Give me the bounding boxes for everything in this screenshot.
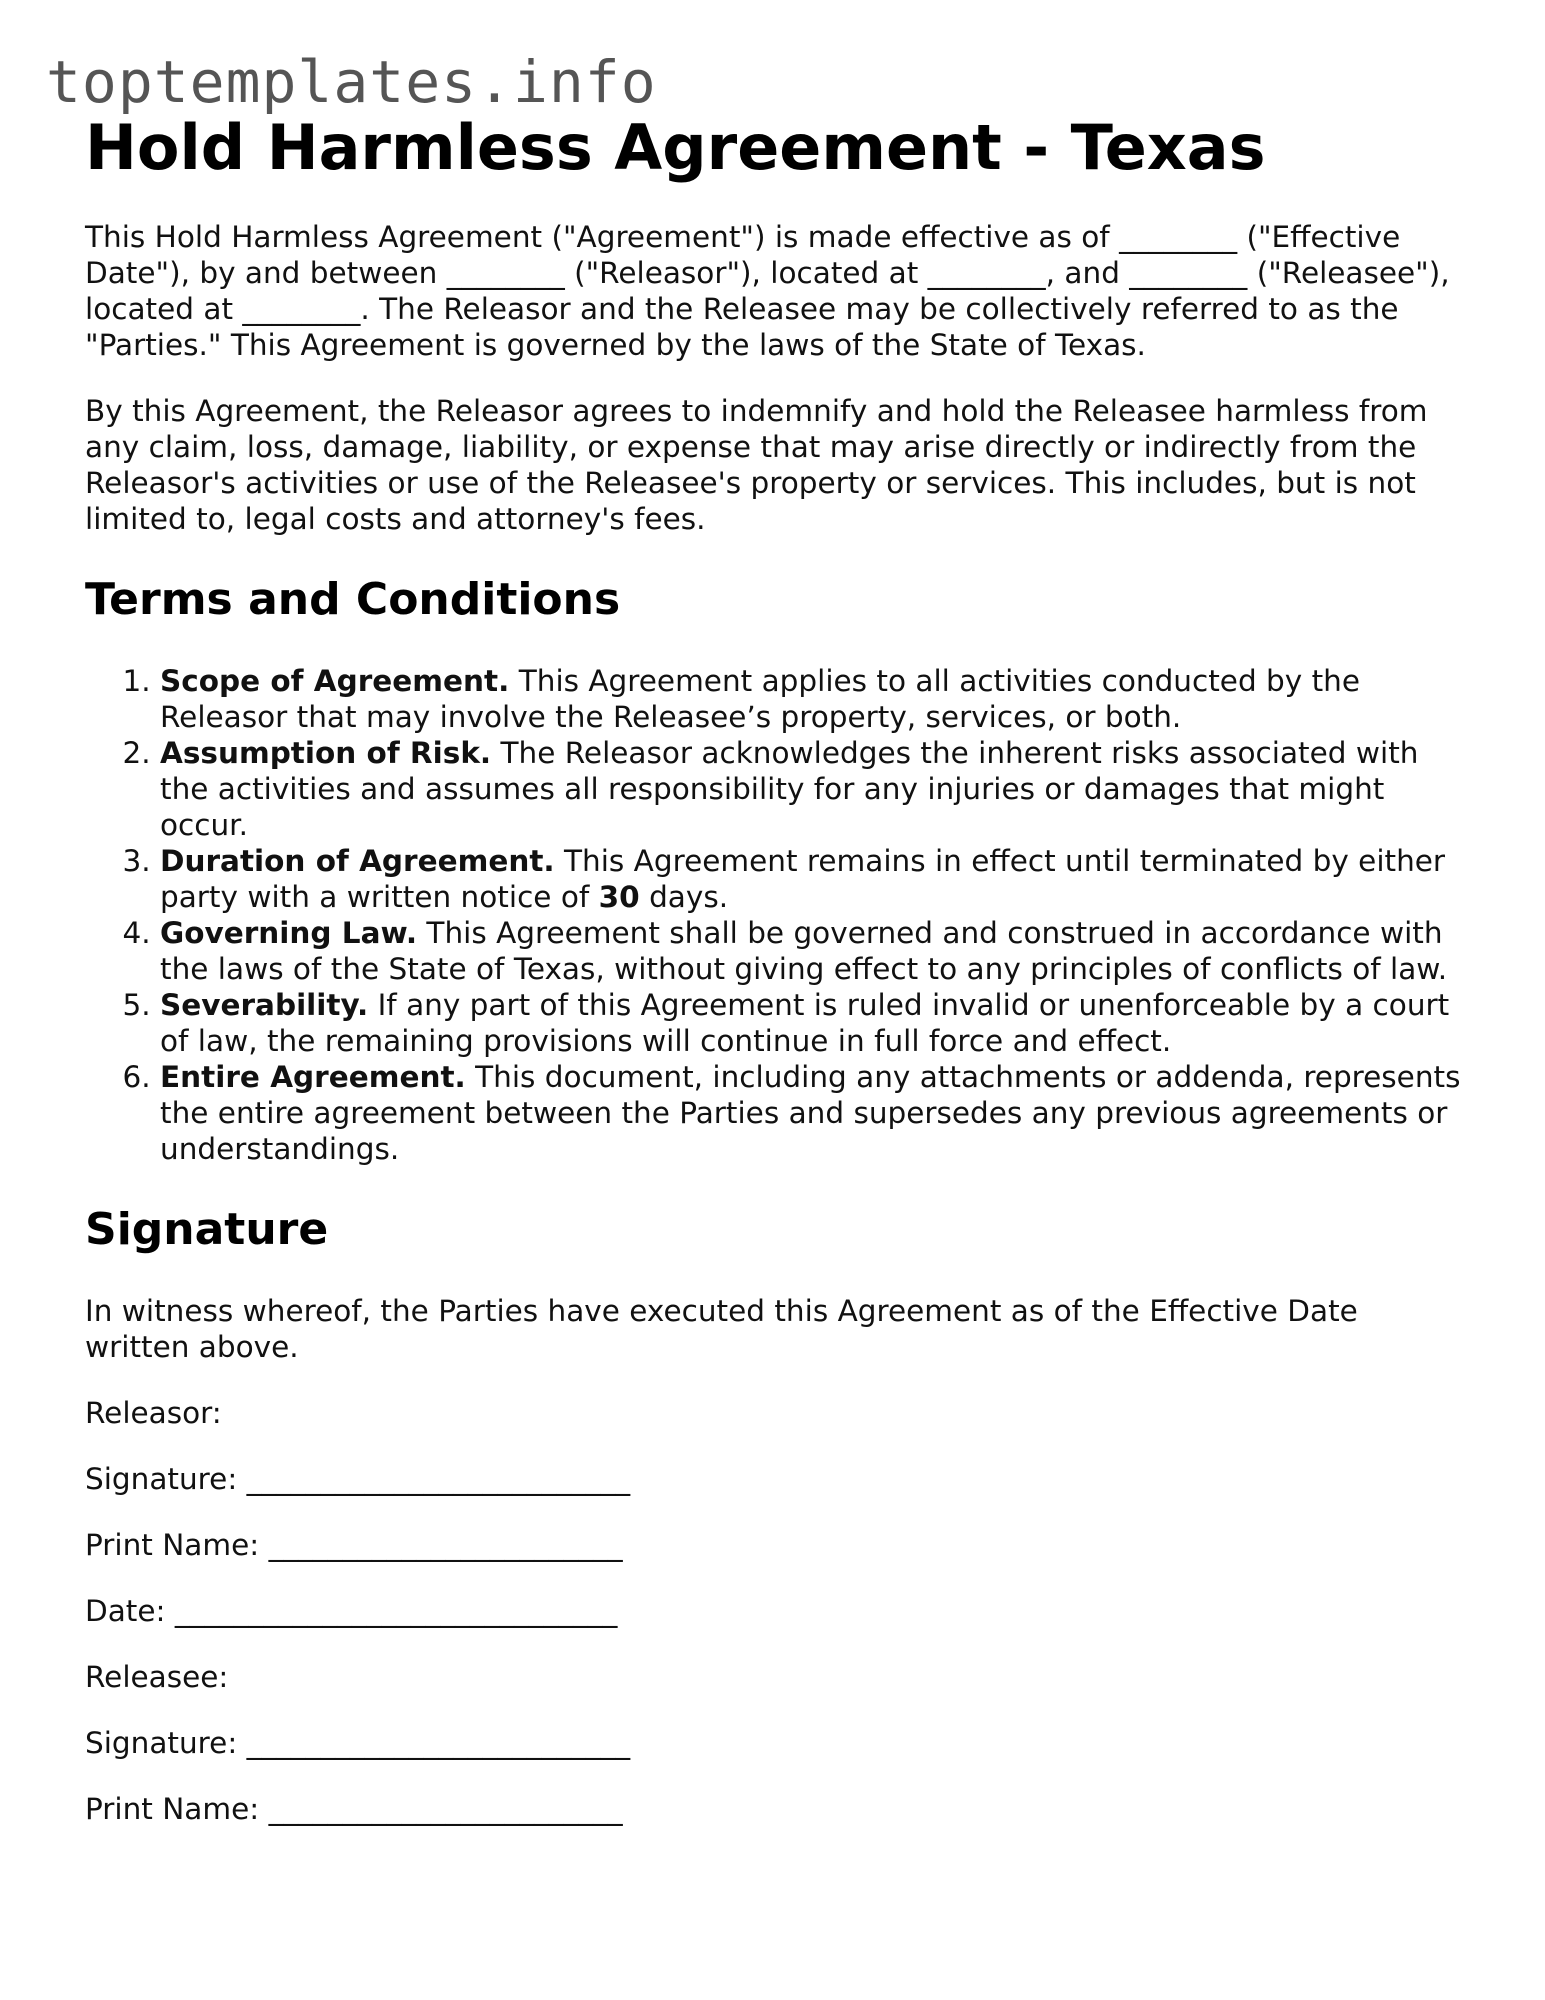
- witness-statement: In witness whereof, the Parties have executed this Agreement as of the Effective Date written above.: [85, 1294, 1358, 1364]
- releasor-print-name-line[interactable]: Print Name: ________________________: [85, 1528, 623, 1562]
- term-item-entire-agreement: [160, 1059, 1465, 1167]
- term-text: The Releasor acknowledges the inherent risks associated with the activities and assumes all responsibility for any injuries or damages that might occur.: [160, 736, 1419, 842]
- term-text: If any part of this Agreement is ruled invalid or unenforceable by a court of law, the remaining provisions will continue in full force and effect.: [160, 988, 1450, 1058]
- term-title: Governing Law.: [160, 916, 418, 950]
- term-item-assumption-of-risk: [160, 735, 1465, 843]
- term-title: Scope of Agreement.: [160, 664, 510, 698]
- document-title: Hold Harmless Agreement - Texas: [85, 111, 1266, 184]
- term-text-after: days.: [639, 880, 729, 914]
- term-text: This Agreement applies to all activities conducted by the Releasor that may involve the Releasee’s property, services, or both.: [160, 664, 1361, 734]
- term-item-scope: [160, 663, 1465, 735]
- term-text: This Agreement shall be governed and construed in accordance with the laws of the State of Texas, without giving effect to any principles of conflicts of law.: [160, 916, 1448, 986]
- term-title: Assumption of Risk.: [160, 736, 492, 770]
- releasor-date-line[interactable]: Date: ______________________________: [85, 1594, 618, 1628]
- releasor-signature-line[interactable]: Signature: __________________________: [85, 1462, 631, 1496]
- term-title: Severability.: [160, 988, 369, 1022]
- releasee-print-name-line[interactable]: Print Name: ________________________: [85, 1792, 623, 1826]
- terms-list: [85, 663, 1465, 1167]
- intro-paragraph-1: This Hold Harmless Agreement ("Agreement") is made effective as of ________ ("Effective Date"), by and between ________ ("Releasor"), located at ________, and ________ ("Releasee"), located at ________. The Releasor and the Releasee may be collectively referred to as the "Parties." This Agreement is governed by the laws of the State of Texas.: [85, 220, 1450, 362]
- intro-paragraph-2: By this Agreement, the Releasor agrees to indemnify and hold the Releasee harmless from any claim, loss, damage, liability, or expense that may arise directly or indirectly from the Releasor's activities or use of the Releasee's property or services. This includes, but is not limited to, legal costs and attorney's fees.: [85, 394, 1428, 536]
- terms-heading: Terms and Conditions: [85, 574, 621, 625]
- term-title: Entire Agreement.: [160, 1060, 466, 1094]
- releasee-label: Releasee:: [85, 1660, 229, 1694]
- term-item-duration: [160, 843, 1465, 915]
- signature-heading: Signature: [85, 1204, 329, 1255]
- term-text: This document, including any attachments or addenda, represents the entire agreement between the Parties and supersedes any previous agreements or understandings.: [160, 1060, 1461, 1166]
- term-title: Duration of Agreement.: [160, 844, 555, 878]
- document-page: [85, 112, 1465, 1827]
- releasee-signature-line[interactable]: Signature: __________________________: [85, 1726, 631, 1760]
- term-item-severability: [160, 987, 1465, 1059]
- term-item-governing-law: [160, 915, 1465, 987]
- notice-days: 30: [598, 880, 640, 914]
- releasor-label: Releasor:: [85, 1396, 222, 1430]
- term-text: This Agreement remains in effect until terminated by either party with a written notice of: [160, 844, 1446, 914]
- watermark: toptemplates.info: [46, 48, 657, 116]
